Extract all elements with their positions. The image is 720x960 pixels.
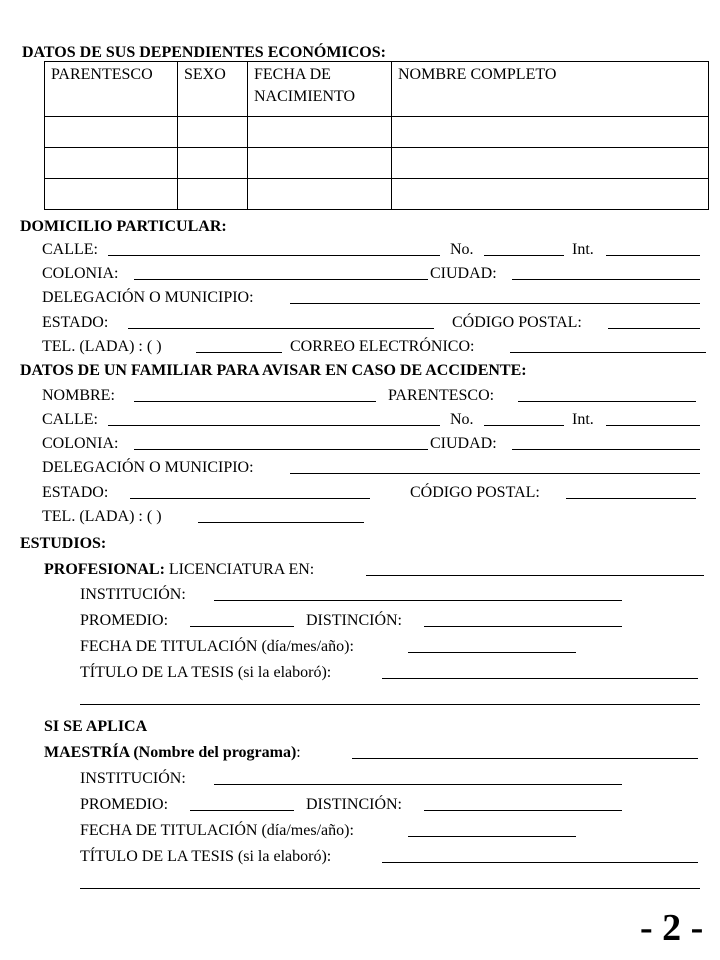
table-cell[interactable] [178,179,248,210]
domicilio-int-label: Int. [572,241,594,258]
mae-institucion-label: INSTITUCIÓN: [80,770,186,787]
lic-promedio-label: PROMEDIO: [80,612,169,629]
familiar-cp-field[interactable] [566,498,696,499]
mae-titulo-tesis-field[interactable] [382,862,698,863]
table-row [45,117,709,148]
domicilio-tel-field[interactable] [196,352,282,353]
domicilio-no-label: No. [450,241,474,258]
col-header-sexo: SEXO [178,62,248,117]
profesional-label: PROFESIONAL: LICENCIATURA EN: [44,561,315,578]
mae-fecha-titulacion-field[interactable] [408,836,576,837]
domicilio-calle-field[interactable] [108,255,440,256]
dependents-section-title: DATOS DE SUS DEPENDIENTES ECONÓMICOS: [22,44,386,61]
domicilio-colonia-label: COLONIA: [42,265,119,282]
lic-titulo-tesis-field-line2[interactable] [80,704,700,705]
domicilio-cp-field[interactable] [608,328,700,329]
mae-promedio-field[interactable] [190,810,294,811]
table-cell[interactable] [392,148,709,179]
col-header-fecha-nacimiento: FECHA DE NACIMIENTO [248,62,392,117]
familiar-tel-label: TEL. (LADA) : ( ) [42,508,162,525]
domicilio-cp-label: CÓDIGO POSTAL: [452,314,582,331]
domicilio-correo-field[interactable] [510,352,706,353]
domicilio-colonia-field[interactable] [134,279,428,280]
familiar-colonia-label: COLONIA: [42,435,119,452]
table-cell[interactable] [248,179,392,210]
familiar-ciudad-field[interactable] [512,449,700,450]
domicilio-delegacion-label: DELEGACIÓN O MUNICIPIO: [42,289,254,306]
table-cell[interactable] [392,117,709,148]
mae-titulo-tesis-label: TÍTULO DE LA TESIS (si la elaboró): [80,848,332,865]
lic-distincion-field[interactable] [424,626,622,627]
familiar-no-label: No. [450,411,474,428]
familiar-cp-label: CÓDIGO POSTAL: [410,484,540,501]
familiar-nombre-field[interactable] [134,401,376,402]
table-cell[interactable] [248,148,392,179]
familiar-parentesco-field[interactable] [518,401,696,402]
familiar-calle-label: CALLE: [42,411,98,428]
domicilio-section-title: DOMICILIO PARTICULAR: [20,218,227,235]
lic-titulo-tesis-field[interactable] [382,678,698,679]
familiar-nombre-label: NOMBRE: [42,387,115,404]
familiar-delegacion-label: DELEGACIÓN O MUNICIPIO: [42,459,254,476]
col-header-parentesco: PARENTESCO [45,62,178,117]
mae-titulo-tesis-field-line2[interactable] [80,888,700,889]
familiar-section-title: DATOS DE UN FAMILIAR PARA AVISAR EN CASO DE ACCIDENTE: [20,362,527,379]
domicilio-delegacion-field[interactable] [290,303,700,304]
table-cell[interactable] [178,117,248,148]
familiar-delegacion-field[interactable] [290,473,700,474]
familiar-int-label: Int. [572,411,594,428]
familiar-estado-field[interactable] [130,498,370,499]
estudios-section-title: ESTUDIOS: [20,535,107,552]
familiar-ciudad-label: CIUDAD: [430,435,497,452]
domicilio-estado-field[interactable] [128,328,434,329]
familiar-no-field[interactable] [484,425,564,426]
table-cell[interactable] [45,148,178,179]
familiar-int-field[interactable] [606,425,700,426]
table-cell[interactable] [45,117,178,148]
dependents-table [44,61,709,210]
mae-promedio-label: PROMEDIO: [80,796,169,813]
table-cell[interactable] [45,179,178,210]
lic-fecha-titulacion-field[interactable] [408,652,576,653]
page-number: - 2 - [640,907,704,949]
lic-distincion-label: DISTINCIÓN: [306,612,402,629]
familiar-tel-field[interactable] [198,522,364,523]
domicilio-no-field[interactable] [484,255,564,256]
table-row [45,179,709,210]
domicilio-ciudad-label: CIUDAD: [430,265,497,282]
col-header-nombre-completo: NOMBRE COMPLETO [392,62,709,117]
maestria-label: MAESTRÍA (Nombre del programa): [44,744,301,761]
lic-institucion-field[interactable] [214,600,622,601]
mae-distincion-label: DISTINCIÓN: [306,796,402,813]
lic-promedio-field[interactable] [190,626,294,627]
table-cell[interactable] [248,117,392,148]
domicilio-ciudad-field[interactable] [512,279,700,280]
lic-fecha-titulacion-label: FECHA DE TITULACIÓN (día/mes/año): [80,638,354,655]
domicilio-int-field[interactable] [606,255,700,256]
domicilio-tel-label: TEL. (LADA) : ( ) [42,338,162,355]
table-cell[interactable] [178,148,248,179]
familiar-estado-label: ESTADO: [42,484,109,501]
table-cell[interactable] [392,179,709,210]
domicilio-calle-label: CALLE: [42,241,98,258]
lic-titulo-tesis-label: TÍTULO DE LA TESIS (si la elaboró): [80,664,332,681]
familiar-calle-field[interactable] [108,425,440,426]
mae-distincion-field[interactable] [424,810,622,811]
domicilio-correo-label: CORREO ELECTRÓNICO: [290,338,475,355]
maestria-programa-field[interactable] [352,758,698,759]
table-row [45,148,709,179]
licenciatura-field[interactable] [366,575,704,576]
si-se-aplica-label: SI SE APLICA [44,718,148,735]
familiar-parentesco-label: PARENTESCO: [388,387,495,404]
lic-institucion-label: INSTITUCIÓN: [80,586,186,603]
familiar-colonia-field[interactable] [134,449,428,450]
mae-fecha-titulacion-label: FECHA DE TITULACIÓN (día/mes/año): [80,822,354,839]
mae-institucion-field[interactable] [214,784,622,785]
domicilio-estado-label: ESTADO: [42,314,109,331]
